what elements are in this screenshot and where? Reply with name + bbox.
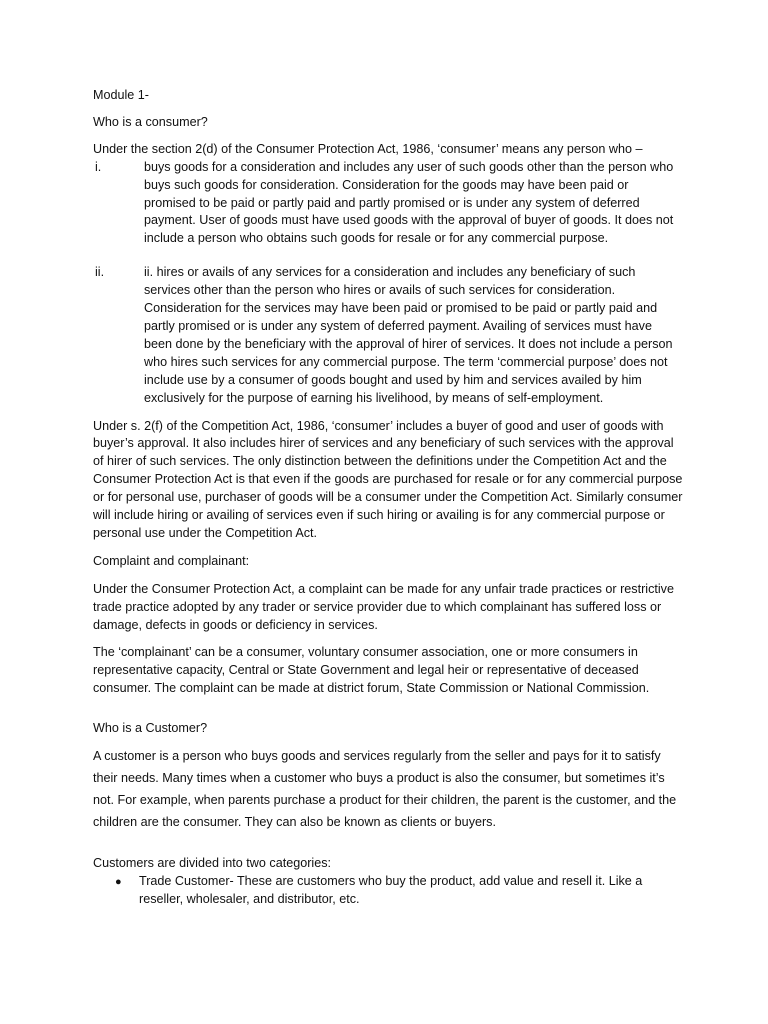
cpa-intro-paragraph: Under the section 2(d) of the Consumer Protection Act, 1986, ‘consumer’ means any person who – (93, 141, 643, 156)
definition-text: ii. hires or avails of any services for a consideration and includes any beneficiary of such services other than the person who hires or avails of such services for consideration. Consideration for the services may have been paid or promised to be paid or partly paid and partly promised or is under any system of deferred payment. Availing of services must have been done by the beneficiary with the approval of hirer of services. It does not include a person who hires such services for any commercial purpose. The term ‘commercial purpose’ does not include use by a consumer of goods bought and used by him and services availed by him exclusively for the purpose of earning his livelihood, by means of self-employment. (144, 265, 673, 405)
bullet-icon: ● (115, 876, 122, 888)
customer-heading: Who is a Customer? (93, 721, 208, 736)
categories-intro: Customers are divided into two categories: (93, 856, 331, 871)
definition-text: buys goods for a consideration and includes any user of such goods other than the person who buys such goods for consideration. Consideration for the goods may have been paid or promised to be paid or partly paid and partly promised or is under any system of deferred payment. User of goods must have used goods with the approval of buyer of goods. It does not include a person who obtains such goods for resale or for any commercial purpose. (144, 159, 674, 246)
definition-item-i (93, 159, 683, 249)
customer-paragraph: A customer is a person who buys goods and services regularly from the seller and pays for it to satisfy their needs. Many times when a customer who buys a product is also the consumer, but sometimes it’s not. For example, when parents purchase a product for their children, the parent is the customer, and the children are the consumer. They can also be known as clients or buyers. (93, 749, 677, 830)
complainant-paragraph: The ‘complainant’ can be a consumer, voluntary consumer association, one or more consumers in representative capacity, Central or State Government and legal heir or representative of deceased consumer. The complaint can be made at district forum, State Commission or National Commission. (93, 645, 650, 696)
list-item (115, 873, 661, 909)
customer-categories-list (93, 873, 683, 909)
definition-marker: ii. (95, 265, 105, 280)
definition-item-ii (93, 264, 683, 407)
consumer-heading: Who is a consumer? (93, 114, 208, 129)
definition-marker: i. (95, 159, 102, 174)
module-title: Module 1- (93, 88, 150, 102)
competition-act-paragraph: Under s. 2(f) of the Competition Act, 1986, ‘consumer’ includes a buyer of good and user of goods with buyer’s approval. It also includes hirer of services and any beneficiary of such services with the approval of hirer of such services. The only distinction between the definitions under the Competition Act and the Consumer Protection Act is that even if the goods are purchased for resale or for any commercial purpose or for personal use, purchaser of goods will be a consumer under the Competition Act. Similarly consumer will include hiring or availing of services even if such hiring or availing is for any commercial purpose or personal use under the Competition Act. (93, 418, 683, 540)
customer-category-text: Trade Customer- These are customers who buy the product, add value and resell it. Like a reseller, wholesaler, and distributor, etc. (139, 874, 643, 906)
document-content (93, 87, 683, 909)
complaint-paragraph: Under the Consumer Protection Act, a complaint can be made for any unfair trade practices or restrictive trade practice adopted by any trader or service provider due to which complainant has suffered loss or damage, defects in goods or deficiency in services. (93, 581, 674, 632)
consumer-definitions-list (93, 159, 683, 408)
complaint-heading: Complaint and complainant: (93, 553, 250, 568)
